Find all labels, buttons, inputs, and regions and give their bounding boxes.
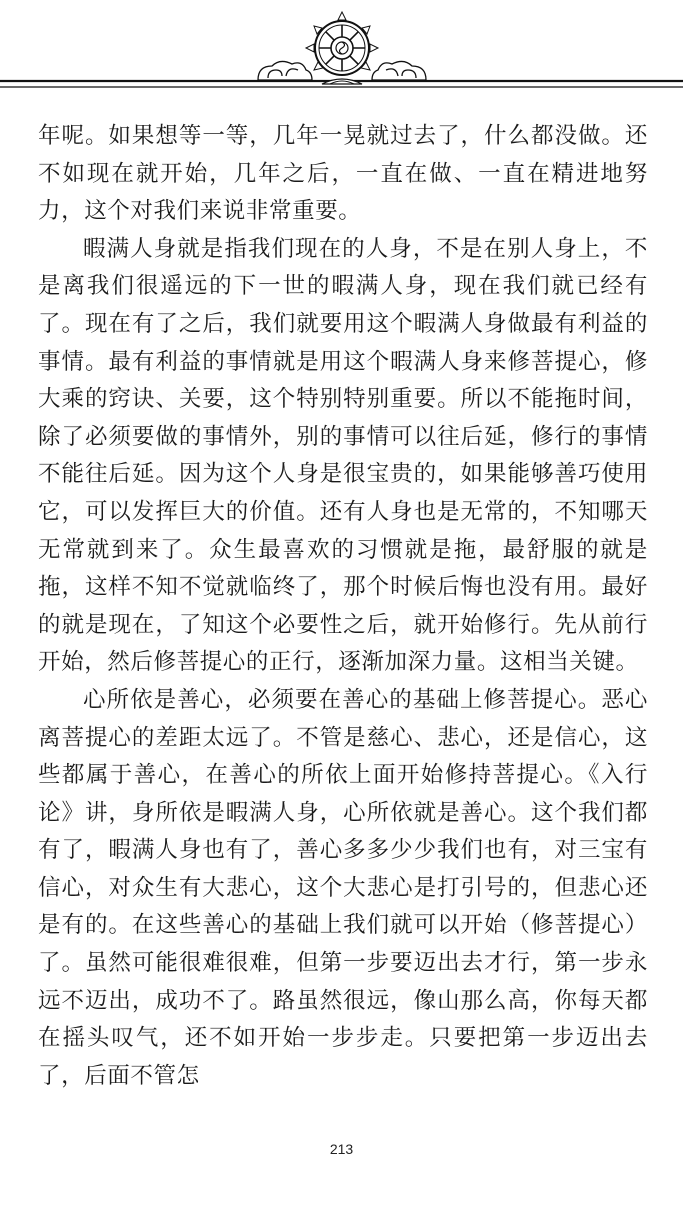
body-paragraph: 心所依是善心，必须要在善心的基础上修菩提心。恶心离菩提心的差距太远了。不管是慈心、悲心，还是信心，这些都属于善心，在善心的所依上面开始修持菩提心。《入行论》讲，身所依是暇满人身，心所依就是善心。这个我们都有了，暇满人身也有了，善心多多少少我们也有，对三宝有信心，对众生有大悲心，这个大悲心是打引号的，但悲心还是有的。在这些善心的基础上我们就可以开始（修菩提心）了。虽然可能很难很难，但第一步要迈出去才行，第一步永远不迈出，成功不了。路虽然很远，像山那么高，你每天都在摇头叹气，还不如开始一步步走。只要把第一步迈出去了，后面不管怎 — [38, 686, 648, 1089]
body-paragraph: 年呢。如果想等一等，几年一晃就过去了，什么都没做。还不如现在就开始，几年之后，一直在做、一直在精进地努力，这个对我们来说非常重要。 — [38, 123, 648, 225]
body-paragraph: 暇满人身就是指我们现在的人身，不是在别人身上，不是离我们很遥远的下一世的暇满人身，现在我们就已经有了。现在有了之后，我们就要用这个暇满人身做最有利益的事情。最有利益的事情就是用这个暇满人身来修菩提心，修大乘的窍诀、关要，这个特别特别重要。所以不能拖时间，除了必须要做的事情外，别的事情可以往后延，修行的事情不能往后延。因为这个人身是很宝贵的，如果能够善巧使用它，可以发挥巨大的价值。还有人身也是无常的，不知哪天无常就到来了。众生最喜欢的习惯就是拖，最舒服的就是拖，这样不知不觉就临终了，那个时候后悔也没有用。最好的就是现在，了知这个必要性之后，就开始修行。先从前行开始，然后修菩提心的正行，逐渐加深力量。这相当关键。 — [38, 235, 648, 676]
cloud-scroll-icon — [372, 61, 426, 80]
cloud-scroll-icon — [258, 61, 312, 80]
page-header — [0, 0, 683, 100]
dharma-wheel-icon — [306, 12, 378, 84]
header-ornament — [0, 0, 683, 100]
page-number: 213 — [329, 1141, 354, 1157]
page-body — [38, 118, 648, 1095]
